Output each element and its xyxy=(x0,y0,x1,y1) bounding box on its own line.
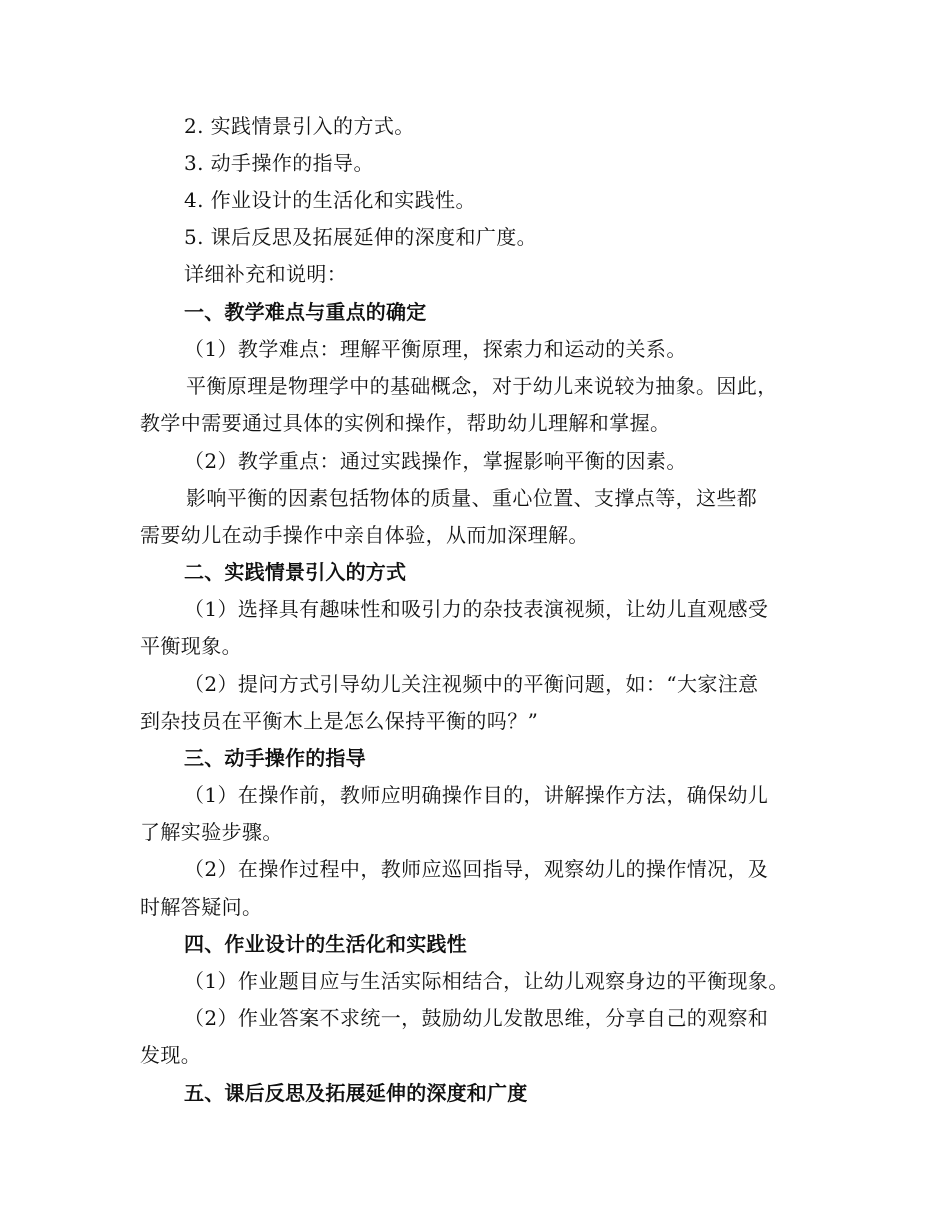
section-heading: 五、课后反思及拓展延伸的深度和广度 xyxy=(184,1081,528,1105)
section-heading: 一、教学难点与重点的确定 xyxy=(184,300,427,324)
summary-item: 5. 课后反思及拓展延伸的深度和广度。 xyxy=(184,225,538,249)
paragraph-line: 影响平衡的因素包括物体的质量、重心位置、支撑点等，这些都 xyxy=(186,486,758,510)
paragraph-line: （2）作业答案不求统一，鼓励幼儿发散思维，分享自己的观察和 xyxy=(184,1006,769,1030)
paragraph-line: 平衡现象。 xyxy=(140,634,242,658)
paragraph-line: （1）选择具有趣味性和吸引力的杂技表演视频，让幼儿直观感受 xyxy=(184,597,769,621)
section-heading: 三、动手操作的指导 xyxy=(184,746,366,770)
paragraph-line: 发现。 xyxy=(140,1043,202,1067)
paragraph-line: 需要幼儿在动手操作中亲自体验，从而加深理解。 xyxy=(140,523,589,547)
paragraph-line: 到杂技员在平衡木上是怎么保持平衡的吗？” xyxy=(140,709,539,733)
paragraph-line: 了解实验步骤。 xyxy=(140,820,283,844)
section-heading: 四、作业设计的生活化和实践性 xyxy=(184,932,467,956)
paragraph-line: 教学中需要通过具体的实例和操作，帮助幼儿理解和掌握。 xyxy=(140,411,671,435)
summary-item: 4. 作业设计的生活化和实践性。 xyxy=(184,188,476,212)
paragraph-line: （1）教学难点：理解平衡原理，探索力和运动的关系。 xyxy=(184,337,687,361)
paragraph-line: 平衡原理是物理学中的基础概念，对于幼儿来说较为抽象。因此， xyxy=(186,374,778,398)
paragraph-line: （1）在操作前，教师应明确操作目的，讲解操作方法，确保幼儿 xyxy=(184,783,769,807)
section-heading: 二、实践情景引入的方式 xyxy=(184,560,407,584)
paragraph-line: 时解答疑问。 xyxy=(140,895,263,919)
paragraph-line: （2）教学重点：通过实践操作，掌握影响平衡的因素。 xyxy=(184,449,687,473)
paragraph-line: （1）作业题目应与生活实际相结合，让幼儿观察身边的平衡现象。 xyxy=(184,969,789,993)
summary-item: 2. 实践情景引入的方式。 xyxy=(184,114,415,138)
intro-text: 详细补充和说明： xyxy=(184,262,348,286)
paragraph-line: （2）在操作过程中，教师应巡回指导，观察幼儿的操作情况，及 xyxy=(184,857,769,881)
paragraph-line: （2）提问方式引导幼儿关注视频中的平衡问题，如：“大家注意 xyxy=(184,672,759,696)
summary-item: 3. 动手操作的指导。 xyxy=(184,151,374,175)
